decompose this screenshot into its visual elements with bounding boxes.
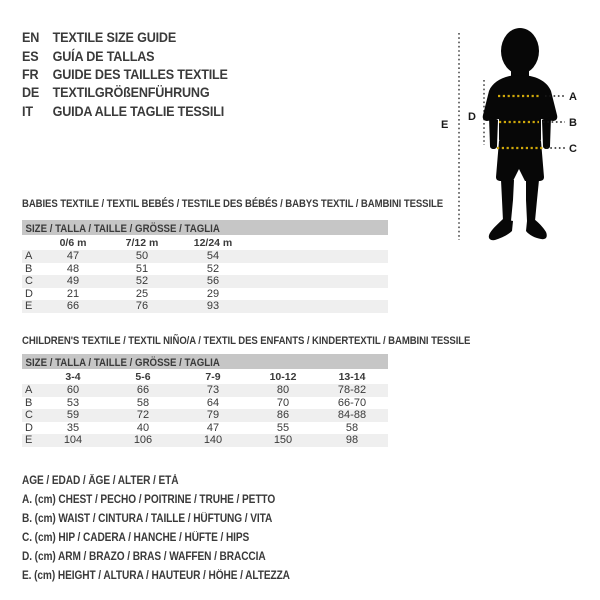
language-row-fr xyxy=(22,65,228,83)
table-cell: 49 xyxy=(66,275,80,287)
row-label: D xyxy=(25,287,33,300)
table-cell xyxy=(22,237,42,250)
table-cell: 78-82 xyxy=(337,384,367,396)
table-cell: 66 xyxy=(136,384,150,396)
table-row xyxy=(22,288,388,301)
language-label: TEXTILE SIZE GUIDE xyxy=(52,29,177,46)
table-cell: 52 xyxy=(135,275,149,287)
column-header: 5-6 xyxy=(135,371,151,383)
legend-chest-line: A. (cm) CHEST / PECHO / POITRINE / TRUHE / PETTO xyxy=(22,494,276,506)
language-row-en xyxy=(22,28,228,46)
children-size-table xyxy=(22,371,388,447)
table-cell: 140 xyxy=(203,434,223,446)
legend-arm-line: D. (cm) ARM / BRAZO / BRAS / WAFFEN / BRACCIA xyxy=(22,551,266,563)
table-row xyxy=(22,422,388,435)
legend-age-line: AGE / EDAD / ÂGE / ALTER / ETÀ xyxy=(22,475,179,487)
table-cell: 51 xyxy=(135,262,149,275)
table-cell: 21 xyxy=(66,287,80,300)
table-cell: 55 xyxy=(276,421,290,434)
table-row xyxy=(22,300,388,313)
measure-label-b: B xyxy=(569,117,577,129)
table-cell: 47 xyxy=(206,421,220,434)
table-cell: 70 xyxy=(276,396,290,409)
table-cell: 50 xyxy=(135,250,149,262)
column-header: 0/6 m xyxy=(59,237,87,249)
language-row-de xyxy=(22,83,228,101)
language-code: ES xyxy=(22,47,39,64)
babies-table-header-row xyxy=(22,237,388,250)
language-row-it xyxy=(22,102,228,120)
babies-size-table xyxy=(22,237,388,313)
column-header: 10-12 xyxy=(269,371,297,383)
language-code: DE xyxy=(22,84,40,101)
table-cell: 29 xyxy=(206,287,220,300)
row-label: C xyxy=(25,275,33,287)
row-label: E xyxy=(25,300,33,312)
language-label: GUÍA DE TALLAS xyxy=(52,47,155,64)
measure-label-c: C xyxy=(569,143,577,155)
language-row-es xyxy=(22,46,228,64)
column-header: 7/12 m xyxy=(125,237,159,249)
column-header: 13-14 xyxy=(338,371,366,383)
table-cell: 98 xyxy=(345,434,359,446)
table-cell: 48 xyxy=(66,262,80,275)
table-cell: 47 xyxy=(66,250,80,262)
row-label: A xyxy=(25,250,33,262)
row-label: B xyxy=(25,396,33,409)
children-table-header-row xyxy=(22,371,388,384)
language-list xyxy=(22,28,251,120)
row-label: E xyxy=(25,434,33,446)
children-size-header-bar xyxy=(22,354,388,369)
children-section-title: CHILDREN'S TEXTILE / TEXTIL NIÑO/A / TEXTIL DES ENFANTS / KINDERTEXTIL / BAMBINI TESSILE xyxy=(22,335,471,347)
table-cell: 93 xyxy=(206,300,220,312)
table-cell: 52 xyxy=(206,262,220,275)
babies-size-header-text: SIZE / TALLA / TAILLE / GRÖSSE / TAGLIA xyxy=(25,223,220,235)
language-code: EN xyxy=(22,29,40,46)
column-header: 3-4 xyxy=(65,371,81,383)
row-label: C xyxy=(25,409,33,421)
table-cell: 58 xyxy=(136,396,150,409)
table-cell: 66-70 xyxy=(337,396,367,409)
measure-label-e: E xyxy=(441,119,449,131)
table-cell: 80 xyxy=(276,384,290,396)
row-label: B xyxy=(25,262,33,275)
column-header: 12/24 m xyxy=(193,237,233,249)
table-cell: 66 xyxy=(66,300,80,312)
table-row xyxy=(22,384,388,397)
language-label: GUIDE DES TAILLES TEXTILE xyxy=(52,65,228,82)
table-cell: 53 xyxy=(66,396,80,409)
table-cell: 72 xyxy=(136,409,150,421)
table-cell: 60 xyxy=(66,384,80,396)
table-cell: 58 xyxy=(345,421,359,434)
measurement-legend xyxy=(22,472,326,586)
table-row xyxy=(22,250,388,263)
table-cell: 86 xyxy=(276,409,290,421)
legend-waist-line: B. (cm) WAIST / CINTURA / TAILLE / HÜFTUNG / VITA xyxy=(22,513,273,525)
language-label: GUIDA ALLE TAGLIE TESSILI xyxy=(52,102,225,119)
table-cell: 79 xyxy=(206,409,220,421)
table-cell: 59 xyxy=(66,409,80,421)
table-cell: 104 xyxy=(63,434,83,446)
legend-height-line: E. (cm) HEIGHT / ALTURA / HAUTEUR / HÖHE / ALTEZZA xyxy=(22,570,290,582)
table-cell: 35 xyxy=(66,421,80,434)
table-cell: 150 xyxy=(273,434,293,446)
measure-label-a: A xyxy=(569,91,577,103)
language-label: TEXTILGRÖßENFÜHRUNG xyxy=(52,84,210,101)
child-silhouette-figure xyxy=(435,25,595,250)
column-header: 7-9 xyxy=(205,371,221,383)
language-code: FR xyxy=(22,65,39,82)
table-cell: 54 xyxy=(206,250,220,262)
child-silhouette xyxy=(483,28,558,240)
language-code: IT xyxy=(22,102,33,119)
table-cell: 84-88 xyxy=(337,409,367,421)
table-cell: 40 xyxy=(136,421,150,434)
table-cell: 73 xyxy=(206,384,220,396)
table-row xyxy=(22,434,388,447)
measure-label-d: D xyxy=(468,111,476,123)
table-cell: 56 xyxy=(206,275,220,287)
children-size-header-text: SIZE / TALLA / TAILLE / GRÖSSE / TAGLIA xyxy=(25,357,220,369)
table-row xyxy=(22,397,388,410)
table-cell xyxy=(22,371,42,384)
table-cell: 76 xyxy=(135,300,149,312)
row-label: D xyxy=(25,421,33,434)
table-cell: 106 xyxy=(133,434,153,446)
babies-size-header-bar xyxy=(22,220,388,235)
legend-hip-line: C. (cm) HIP / CADERA / HANCHE / HÜFTE / HIPS xyxy=(22,532,250,544)
babies-section-title: BABIES TEXTILE / TEXTIL BEBÉS / TESTILE DES BÉBÉS / BABYS TEXTIL / BAMBINI TESSILE xyxy=(22,198,444,210)
table-cell: 25 xyxy=(135,287,149,300)
table-row xyxy=(22,263,388,276)
table-cell: 64 xyxy=(206,396,220,409)
table-row xyxy=(22,275,388,288)
table-row xyxy=(22,409,388,422)
row-label: A xyxy=(25,384,33,396)
